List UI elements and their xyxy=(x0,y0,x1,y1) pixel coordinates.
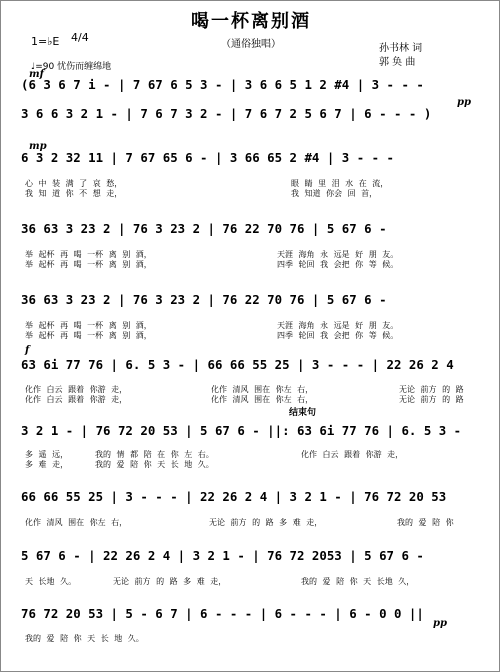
lyric-row-7a-part1: 多 遥 远， xyxy=(25,450,69,459)
notation-row-7: 3 2 1 - | 76 72 20 53 | 5 67 6 - ||: 63 6i 77 76 | 6. 5 3 - xyxy=(21,424,462,438)
lyric-row-3b-part2: 我 知道 你会 回 首， xyxy=(291,189,378,198)
lyric-row-7b-part2: 我的 爱 陪 你 天 长 地 久。 xyxy=(95,460,214,469)
dynamic-mf: mf xyxy=(29,69,44,80)
lyric-row-5a-part1: 举 起杯 再 喝 一杯 离 别 酒， xyxy=(25,321,152,330)
lyric-row-3b-part1: 我 知 道 你 不 想 走， xyxy=(25,189,123,198)
lyric-row-9-part2: 无论 前方 的 路 多 难 走， xyxy=(113,577,227,586)
lyric-row-7b-part1: 多 难 走， xyxy=(25,460,69,469)
lyric-row-8-part1: 化作 清风 围在 你左 右， xyxy=(25,518,128,527)
lyric-row-6a-part3: 无论 前方 的 路 xyxy=(399,385,464,394)
lyric-row-4b-part2: 四季 轮回 我 会把 你 等 候。 xyxy=(277,260,399,269)
lyric-row-5b-part1: 举 起杯 再 喝 一杯 离 别 酒， xyxy=(25,331,152,340)
notation-row-3: 6 3 2 32 11 | 7 67 65 6 - | 3 66 65 2 #4 | 3 - - - xyxy=(21,151,394,165)
time-signature: 4/4 xyxy=(71,31,89,44)
notation-row-8: 66 66 55 25 | 3 - - - | 22 26 2 4 | 3 2 1 - | 76 72 20 53 xyxy=(21,490,447,504)
lyric-row-10-part1: 我的 爱 陪 你 天 长 地 久。 xyxy=(25,634,144,643)
notation-row-6: 63 6i 77 76 | 6. 5 3 - | 66 66 55 25 | 3 - - - | 22 26 2 4 xyxy=(21,358,454,372)
lyric-row-5b-part2: 四季 轮回 我 会把 你 等 候。 xyxy=(277,331,399,340)
lyric-row-8-part2: 无论 前方 的 路 多 难 走， xyxy=(209,518,323,527)
lyric-row-4a-part2: 天涯 海角 永 远是 好 朋 友。 xyxy=(277,250,399,259)
song-title: 喝一杯离别酒 xyxy=(191,11,311,32)
lyric-row-6b-part2: 化作 清风 围在 你左 右， xyxy=(211,395,314,404)
notation-row-9: 5 67 6 - | 22 26 2 4 | 3 2 1 - | 76 72 2053 | 5 67 6 - xyxy=(21,549,424,563)
notation-row-5: 36 63 3 23 2 | 76 3 23 2 | 76 22 70 76 | 5 67 6 - xyxy=(21,293,387,307)
lyric-row-6b-part3: 无论 前方 的 路 xyxy=(399,395,464,404)
dynamic-pp-end: pp xyxy=(433,618,447,629)
lyric-row-5a-part2: 天涯 海角 永 远是 好 朋 友。 xyxy=(277,321,399,330)
lyric-row-7a-part3: 化作 白云 跟着 你游 走， xyxy=(301,450,404,459)
dynamic-pp-intro: pp xyxy=(457,97,471,108)
lyric-row-9-part1: 天 长地 久。 xyxy=(25,577,77,586)
lyric-row-6b-part1: 化作 白云 跟着 你游 走， xyxy=(25,395,128,404)
notation-row-2: 3 6 6 3 2 1 - | 7 6 7 3 2 - | 7 6 7 2 5 6 7 | 6 - - - ) xyxy=(21,107,432,121)
lyric-row-6a-part1: 化作 白云 跟着 你游 走， xyxy=(25,385,128,394)
composer-credit: 郭 奂 曲 xyxy=(379,57,416,68)
lyric-row-4a-part1: 举 起杯 再 喝 一杯 离 别 酒， xyxy=(25,250,152,259)
dynamic-mp: mp xyxy=(29,141,47,152)
notation-row-1: (6 3 6 7 i - | 7 67 6 5 3 - | 3 6 6 5 1 2 #4 | 3 - - - xyxy=(21,78,424,92)
lyric-row-3a-part1: 心 中 装 满 了 哀 愁， xyxy=(25,179,123,188)
notation-row-10: 76 72 20 53 | 5 - 6 7 | 6 - - - | 6 - - - | 6 - 0 0 || xyxy=(21,607,424,621)
lyric-row-9-part3: 我的 爱 陪 你 天 长地 久， xyxy=(301,577,415,586)
lyric-row-8-part3: 我的 爱 陪 你 xyxy=(397,518,454,527)
lyric-row-6a-part2: 化作 清风 围在 你左 右， xyxy=(211,385,314,394)
lyric-row-7a-part2: 我的 情 都 陪 在 你 左 右。 xyxy=(95,450,214,459)
lyric-row-3a-part2: 眼 睛 里 泪 水 在 流， xyxy=(291,179,389,188)
ending-mark: 结束句 xyxy=(289,408,317,418)
lyric-row-4b-part1: 举 起杯 再 喝 一杯 离 别 酒， xyxy=(25,260,152,269)
tempo-marking: ♩=90 忧伤而缠绵地 xyxy=(31,62,112,72)
dynamic-f: f xyxy=(25,345,30,356)
notation-row-4: 36 63 3 23 2 | 76 3 23 2 | 76 22 70 76 | 5 67 6 - xyxy=(21,222,387,236)
song-subtitle: （通俗独唱） xyxy=(221,39,281,50)
lyricist-credit: 孙书林 词 xyxy=(379,43,423,54)
key-signature: 1=♭E xyxy=(31,35,60,48)
